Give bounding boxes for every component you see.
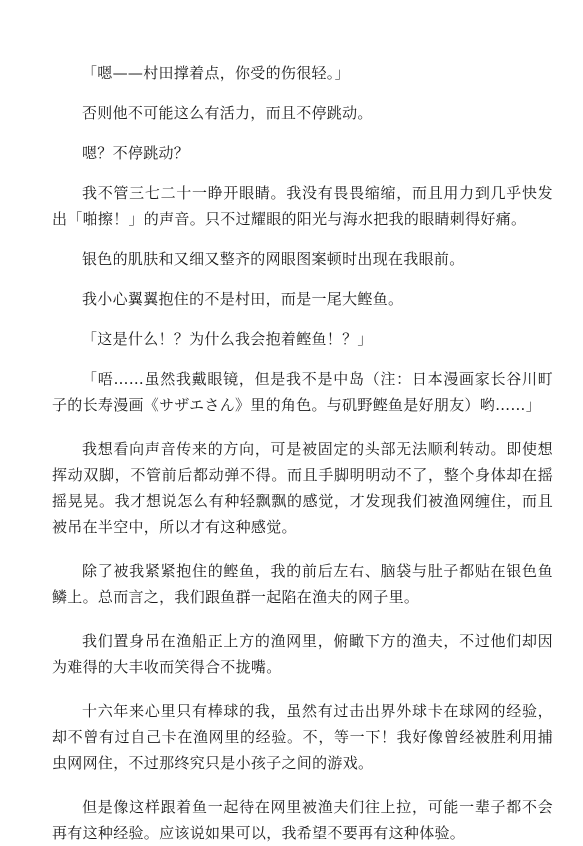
paragraph-3: 嗯？不停跳动？	[82, 144, 190, 162]
paragraph-2: 否则他不可能这么有活力，而且不停跳动。	[82, 104, 373, 122]
paragraph-11: 我们置身吊在渔船正上方的渔网里，俯瞰下方的渔夫，不过他们却因为难得的大丰收而笑得合不拢嘴。	[52, 632, 553, 676]
paragraph-12: 十六年来心里只有棒球的我，虽然有过击出界外球卡在球网的经验，却不曾有过自己卡在渔网里的经验。不，等一下！我好像曾经被胜利用捕虫网网住，不过那终究只是小孩子之间的游戏。	[52, 702, 553, 772]
paragraph-5: 银色的肌肤和又细又整齐的网眼图案顿时出现在我眼前。	[82, 250, 465, 268]
paragraph-1: 「嗯——村田撑着点，你受的伤很轻。」	[82, 64, 350, 82]
paragraph-13: 但是像这样跟着鱼一起待在网里被渔夫们往上拉，可能一辈子都不会再有这种经验。应该说如果可以，我希望不要再有这种体验。	[52, 798, 553, 842]
paragraph-10: 除了被我紧紧抱住的鲣鱼，我的前后左右、脑袋与肚子都贴在银色鱼鳞上。总而言之，我们跟鱼群一起陷在渔夫的网子里。	[52, 562, 553, 606]
paragraph-7: 「这是什么！？为什么我会抱着鲣鱼！？」	[82, 330, 373, 348]
paragraph-4: 我不管三七二十一睁开眼睛。我没有畏畏缩缩，而且用力到几乎快发出「啪擦！」的声音。只不过耀眼的阳光与海水把我的眼睛刺得好痛。	[52, 184, 553, 228]
paragraph-8: 「唔……虽然我戴眼镜，但是我不是中岛（注：日本漫画家长谷川町子的长寿漫画《サザエさん》里的角色。与矶野鲣鱼是好朋友）哟……」	[52, 370, 553, 414]
paragraph-6: 我小心翼翼抱住的不是村田，而是一尾大鲣鱼。	[82, 290, 404, 308]
paragraph-9: 我想看向声音传来的方向，可是被固定的头部无法顺利转动。即使想挥动双脚，不管前后都动弹不得。而且手脚明明动不了，整个身体却在摇摇晃晃。我才想说怎么有种轻飘飘的感觉，才发现我们被渔网缠住，而且被吊在半空中，所以才有这种感觉。	[52, 440, 553, 536]
